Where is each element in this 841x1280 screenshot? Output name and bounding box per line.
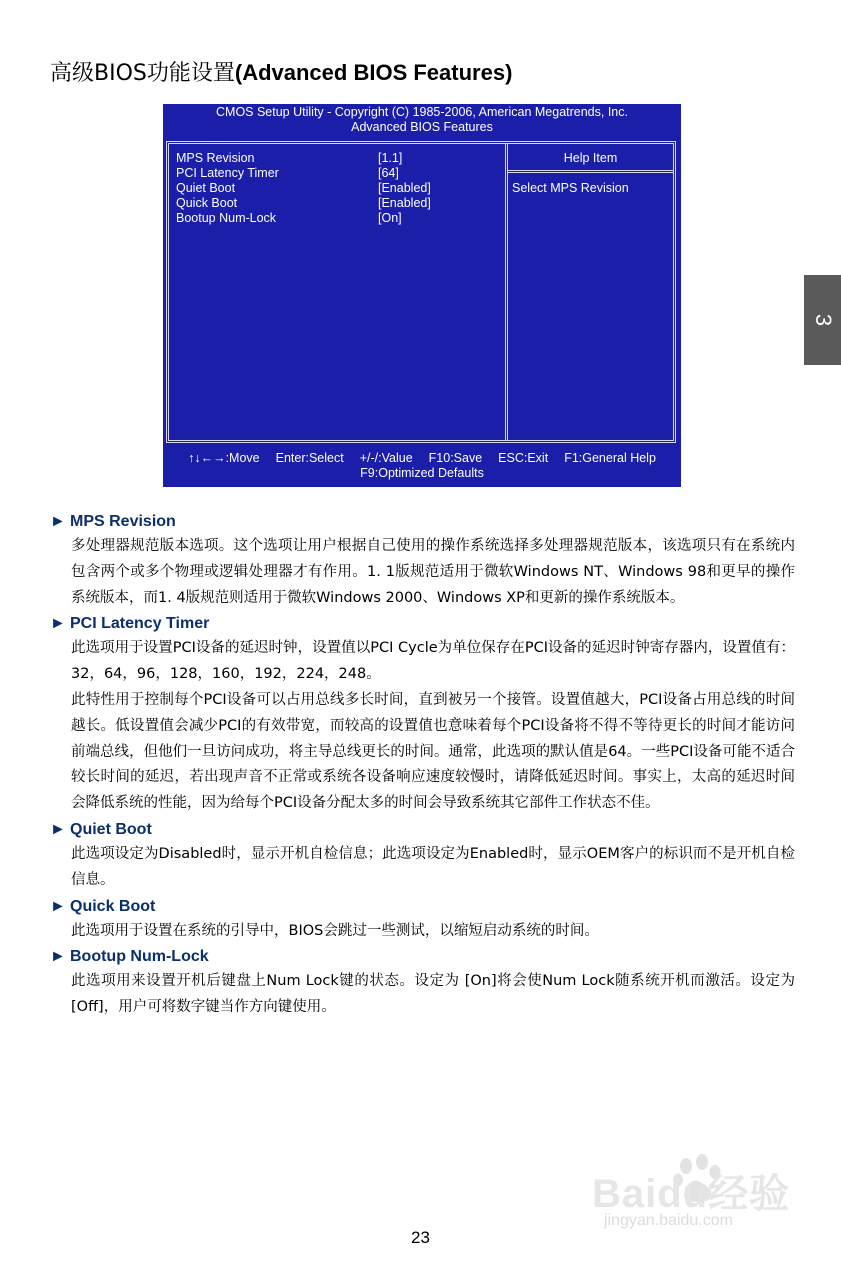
key-move: ↑↓←→:Move [188,451,260,465]
key-exit: ESC:Exit [498,451,549,465]
section-title: MPS Revision [70,513,176,530]
key-general-help: F1:General Help [564,451,656,465]
key-select: Enter:Select [275,451,344,465]
section-title: Quick Boot [70,897,156,915]
bios-item-label: MPS Revision [176,151,255,165]
bios-item-bootup-num-lock[interactable] [176,211,496,226]
help-item-title: Help Item [563,151,618,165]
paragraph: 此选项设定为Disabled时，显示开机自检信息；此选项设定为Enabled时，显示OEM客户的标识而不是开机自检信息。 [71,845,795,888]
paragraph: 此特性用于控制每个PCI设备可以占用总线多长时间，直到被另一个接管。设置值越大，PCI设备占用总线的时间越长。低设置值会减少PCI的有效带宽，而较高的设置值也意味着每个PCI设备将不得不等待更长的时间才能访问前端总线，但他们一旦访问成功，将主导总线更长的时间。通常，此选项的默认值是64。一些PCI设备可能不适合较长时间的延迟，若出现声音不正常或系统各设备响应速度较慢时，请降低延迟时间。事实上，太高的延迟时间会降低系统的性能，因为给每个PCI设备分配太多的时间会导致系统其它部件工作状态不佳。 [71,691,795,812]
page-title [50,56,512,87]
triangle-bullet-icon: ► [50,948,66,966]
bios-screenshot [163,104,681,487]
key-save: F10:Save [428,451,483,465]
key-value: +/-/:Value [359,451,413,465]
bios-item-value[interactable]: [1.1] [378,151,403,165]
section-heading-bootup-num-lock [50,944,795,969]
paragraph: 此选项用于设置在系统的引导中，BIOS会跳过一些测试，以缩短启动系统的时间。 [71,922,599,939]
page-title-en: (Advanced BIOS Features) [234,60,513,85]
section-body-mps-revision [71,534,795,611]
paragraph: 此选项用来设置开机后键盘上Num Lock键的状态。设定为 [On]将会使Num Lock随系统开机而激活。设定为 [Off]，用户可将数字键当作方向键使用。 [71,973,795,1016]
section-body-bootup-num-lock [71,969,795,1021]
triangle-bullet-icon: ► [50,615,66,633]
bios-item-label: Quiet Boot [176,181,236,195]
bios-item-quiet-boot[interactable] [176,181,496,196]
bios-item-value[interactable]: [Enabled] [378,181,431,195]
bios-item-mps-revision[interactable] [176,151,496,166]
bios-copyright: CMOS Setup Utility - Copyright (C) 1985-2006, American Megatrends, Inc. [216,105,628,119]
section-body-quick-boot [71,919,795,945]
help-title-divider [508,170,673,173]
bios-item-pci-latency-timer[interactable] [176,166,496,181]
paragraph: 此选项用于设置PCI设备的延迟时钟，设置值以PCI Cycle为单位保存在PCI设备的延迟时钟寄存器内，设置值有：32，64，96，128，160，192，224，248。 [71,640,795,683]
chapter-number: 3 [810,313,836,327]
watermark-url: jingyan.baidu.com [604,1212,733,1229]
bios-footer [163,451,681,481]
section-title: Bootup Num-Lock [70,948,209,966]
key-optimized-defaults: F9:Optimized Defaults [360,466,484,480]
section-title: PCI Latency Timer [70,615,210,633]
triangle-bullet-icon: ► [50,897,66,915]
watermark-logo-text: Baidu经验 [592,1172,791,1216]
sections [50,509,795,1021]
section-body-quiet-boot [71,842,795,894]
section-heading-pci-latency-timer [50,611,795,636]
bios-divider [505,144,508,440]
section-heading-quick-boot [50,894,795,919]
triangle-bullet-icon: ► [50,820,66,838]
bios-item-value[interactable]: [64] [378,166,399,180]
section-body-pci-latency-timer [71,636,795,817]
section-heading-mps-revision [50,509,795,534]
bios-header [163,105,681,135]
bios-item-label: PCI Latency Timer [176,166,279,180]
triangle-bullet-icon: ► [50,513,66,530]
bios-frame [166,141,676,443]
section-title: Quiet Boot [70,820,152,838]
bios-item-label: Quick Boot [176,196,238,210]
bios-item-value[interactable]: [Enabled] [378,196,431,210]
bios-key-legend [163,451,681,466]
section-heading-quiet-boot [50,817,795,842]
bios-item-value[interactable]: [On] [378,211,402,225]
bios-item-quick-boot[interactable] [176,196,496,211]
bios-item-label: Bootup Num-Lock [176,211,277,225]
help-item-text: Select MPS Revision [512,181,629,195]
bios-page-title: Advanced BIOS Features [351,120,493,134]
page-title-cn: 高级BIOS功能设置 [50,61,235,86]
chapter-tab [804,275,841,365]
paragraph: 多处理器规范版本选项。这个选项让用户根据自己使用的操作系统选择多处理器规范版本，该选项只有在系统内包含两个或多个物理或逻辑处理器才有作用。1. 1版规范适用于微软Windows NT、Windows 98和更早的操作系统版本，而1. 4版规范则适用于微软Windows 2000、Windows XP和更新的操作系统版本。 [71,538,795,606]
bios-settings-list [176,151,496,226]
page-number: 23 [411,1228,430,1247]
